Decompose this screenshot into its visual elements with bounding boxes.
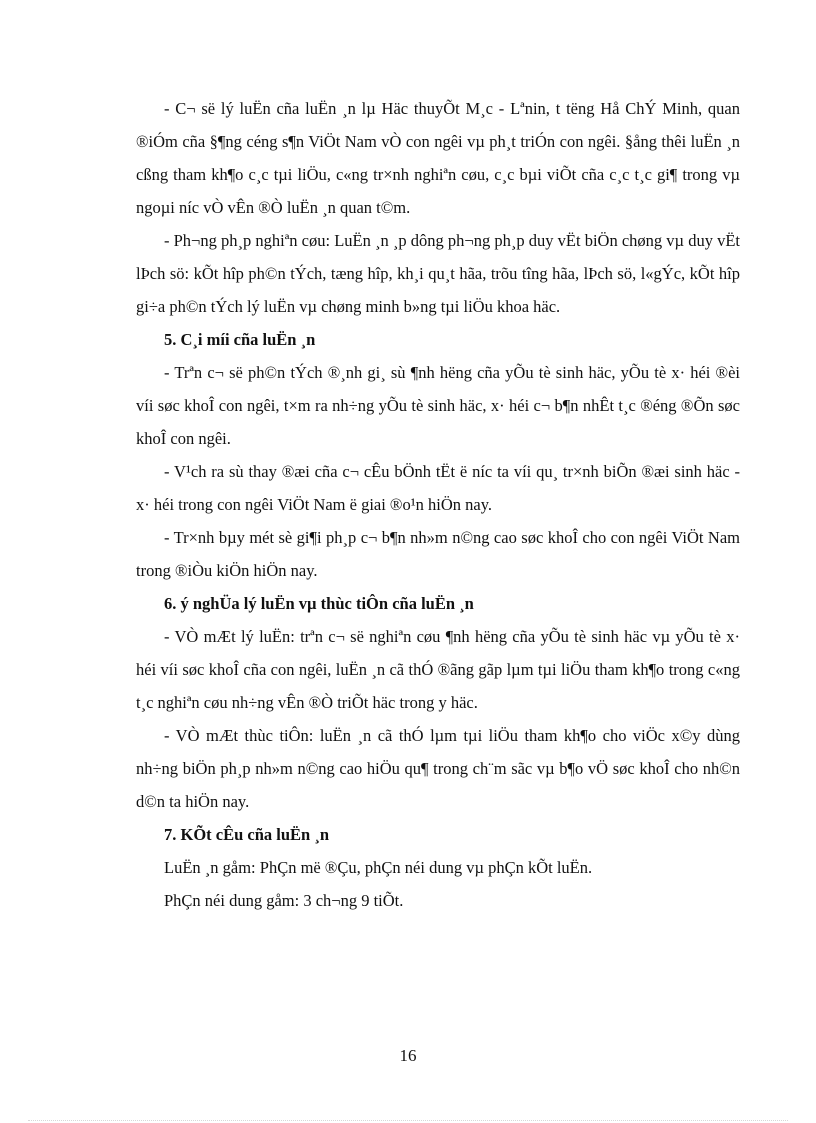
paragraph-research-methods: - Ph¬ng ph¸p nghiªn cøu: LuËn ¸n ¸p dông ph¬ng ph¸p duy vËt biÖn chøng vµ duy vËt lÞch sö: kÕt hîp ph©n tÝch, tæng hîp, kh¸i qu¸t hãa, trõu tîng hãa, lÞch sö, l«gÝc, kÕt hîp gi÷a ph©n tÝch lý luËn vµ chøng minh b»ng tµi liÖu khoa häc. [136, 231, 740, 316]
paragraph-theoretical-basis: - C¬ së lý luËn cña luËn ¸n lµ Häc thuyÕt M¸c - Lªnin, t tëng Hå ChÝ Minh, quan ®iÓm cña §¶ng céng s¶n ViÖt Nam vÒ con ngêi vµ ph¸t triÓn con ngêi. §ång thêi luËn ¸n cßng tham kh¶o c¸c tµi liÖu, c«ng tr×nh nghiªn cøu, c¸c bµi viÕt cña c¸c t¸c gi¶ trong vµ ngoµi níc vÒ vÊn ®Ò luËn ¸n quan t©m. [136, 99, 740, 217]
page-number: 16 [399, 1046, 417, 1065]
paragraph-structure-chapters: PhÇn néi dung gåm: 3 ch¬ng 9 tiÕt. [164, 891, 404, 910]
section-heading-structure: 7. KÕt cÊu cña luËn ¸n [164, 825, 330, 844]
page-bottom-divider [28, 1120, 788, 1121]
paragraph-contribution-3: - Tr×nh bµy mét sè gi¶i ph¸p c¬ b¶n nh»m n©ng cao søc khoÎ cho con ngêi ViÖt Nam trong ®iÒu kiÖn hiÖn nay. [136, 528, 740, 580]
paragraph-structure-parts: LuËn ¸n gåm: PhÇn më ®Çu, phÇn néi dung vµ phÇn kÕt luËn. [164, 858, 593, 877]
paragraph-contribution-1: - Trªn c¬ së ph©n tÝch ®¸nh gi¸ sù ¶nh hëng cña yÕu tè sinh häc, yÕu tè x· héi ®èi víi søc khoÎ con ngêi, t×m ra nh÷ng yÕu tè sinh häc, x· héi c¬ b¶n nhÊt t¸c ®éng ®Õn søc khoÎ con ngêi. [136, 363, 740, 448]
paragraph-practical-significance: - VÒ mÆt thùc tiÔn: luËn ¸n cã thÓ lµm tµi liÖu tham kh¶o cho viÖc x©y dùng nh÷ng biÖn ph¸p nh»m n©ng cao hiÖu qu¶ trong ch¨m sãc vµ b¶o vÖ søc khoÎ cho nh©n d©n ta hiÖn nay. [136, 726, 740, 811]
section-heading-significance: 6. ý nghÜa lý luËn vµ thùc tiÔn cña luËn ¸n [164, 594, 474, 613]
document-page [136, 92, 740, 917]
paragraph-contribution-2: - V¹ch ra sù thay ®æi cña c¬ cÊu bÖnh tËt ë níc ta víi qu¸ tr×nh biÕn ®æi sinh häc - x· héi trong con ngêi ViÖt Nam ë giai ®o¹n hiÖn nay. [136, 462, 740, 514]
section-heading-new-contributions: 5. C¸i míi cña luËn ¸n [164, 330, 316, 349]
paragraph-theoretical-significance: - VÒ mÆt lý luËn: trªn c¬ së nghiªn cøu ¶nh hëng cña yÕu tè sinh häc vµ yÕu tè x· héi víi søc khoÎ cña con ngêi, luËn ¸n cã thÓ ®ãng gãp lµm tµi liÖu tham kh¶o trong c«ng t¸c nghiªn cøu nh÷ng vÊn ®Ò triÕt häc trong y häc. [136, 627, 740, 712]
